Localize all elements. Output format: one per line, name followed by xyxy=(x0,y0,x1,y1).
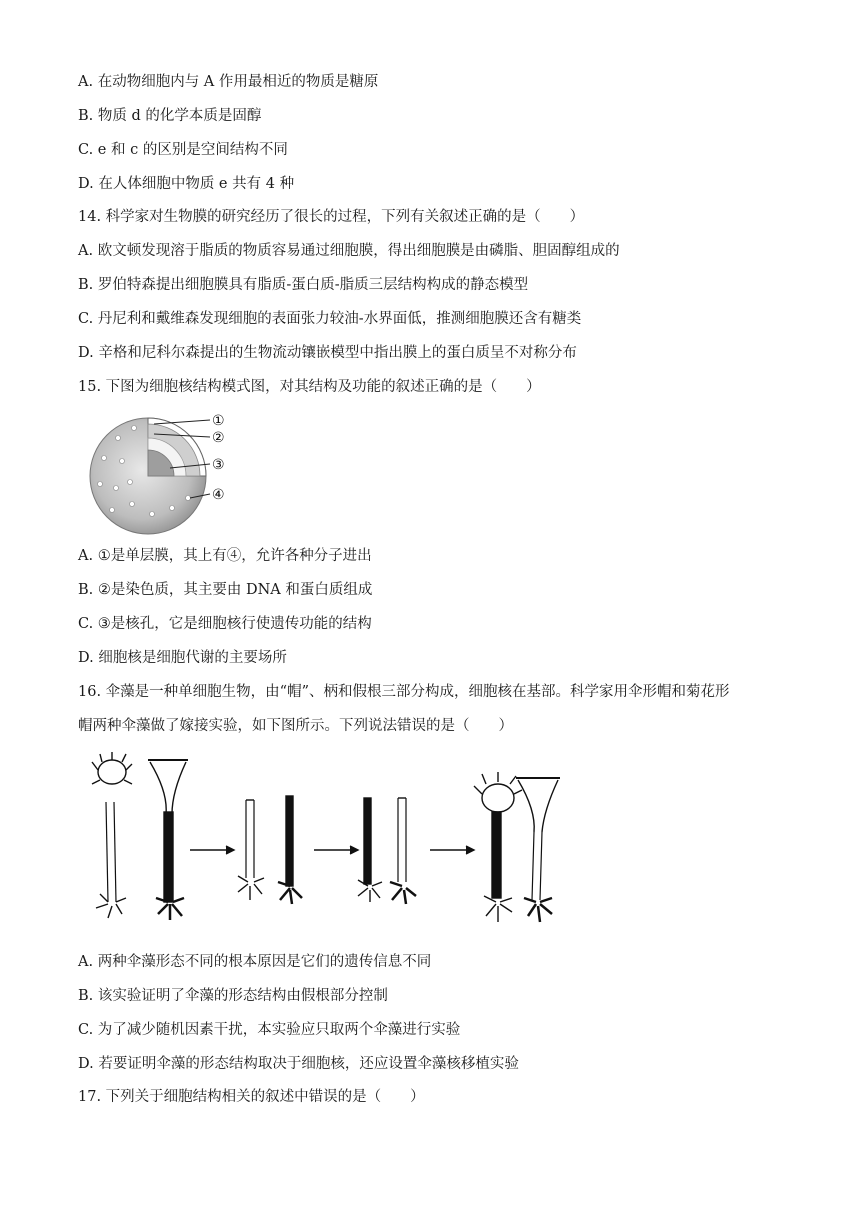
q16-option-b: B. 该实验证明了伞藻的形态结构由假根部分控制 xyxy=(78,988,388,1004)
q15-stem: 15. 下图为细胞核结构模式图，对其结构及功能的叙述正确的是（ ） xyxy=(78,379,541,395)
q14-option-c: C. 丹尼利和戴维森发现细胞的表面张力较油-水界面低，推测细胞膜还含有糖类 xyxy=(78,311,582,327)
q16-option-d: D. 若要证明伞藻的形态结构取决于细胞核，还应设置伞藻核移植实验 xyxy=(78,1056,519,1072)
q14-stem: 14. 科学家对生物膜的研究经历了很长的过程，下列有关叙述正确的是（ ） xyxy=(78,209,585,225)
q16-stem-line2: 帽两种伞藻做了嫁接实验，如下图所示。下列说法错误的是（ ） xyxy=(78,718,513,734)
q15-option-c: C. ③是核孔，它是细胞核行使遗传功能的结构 xyxy=(78,616,372,632)
q16-option-a: A. 两种伞藻形态不同的根本原因是它们的遗传信息不同 xyxy=(78,954,432,970)
q14-option-d: D. 辛格和尼科尔森提出的生物流动镶嵌模型中指出膜上的蛋白质呈不对称分布 xyxy=(78,345,577,361)
q13-option-d: D. 在人体细胞中物质 e 共有 4 种 xyxy=(78,176,295,192)
q13-option-b: B. 物质 d 的化学本质是固醇 xyxy=(78,108,262,124)
label-3: ③ xyxy=(212,457,225,473)
q14-option-a: A. 欧文顿发现溶于脂质的物质容易通过细胞膜，得出细胞膜是由磷脂、胆固醇组成的 xyxy=(78,243,620,259)
label-4: ④ xyxy=(212,487,225,503)
nucleus-structure-diagram xyxy=(82,406,242,536)
q17-stem: 17. 下列关于细胞结构相关的叙述中错误的是（ ） xyxy=(78,1089,425,1105)
q16-stem-line1: 16. 伞藻是一种单细胞生物，由“帽”、柄和假根三部分构成，细胞核在基部。科学家用伞形帽和菊花形 xyxy=(78,684,730,700)
q15-option-a: A. ①是单层膜，其上有④，允许各种分子进出 xyxy=(78,548,372,564)
q15-option-b: B. ②是染色质，其主要由 DNA 和蛋白质组成 xyxy=(78,582,373,598)
label-1: ① xyxy=(212,413,225,429)
q13-option-a: A. 在动物细胞内与 A 作用最相近的物质是糖原 xyxy=(78,74,379,90)
q13-option-c: C. e 和 c 的区别是空间结构不同 xyxy=(78,142,288,158)
acetabularia-grafting-diagram xyxy=(88,752,588,930)
q16-option-c: C. 为了减少随机因素干扰，本实验应只取两个伞藻进行实验 xyxy=(78,1022,461,1038)
q15-option-d: D. 细胞核是细胞代谢的主要场所 xyxy=(78,650,287,666)
q14-option-b: B. 罗伯特森提出细胞膜具有脂质-蛋白质-脂质三层结构构成的静态模型 xyxy=(78,277,529,293)
label-2: ② xyxy=(212,430,225,446)
